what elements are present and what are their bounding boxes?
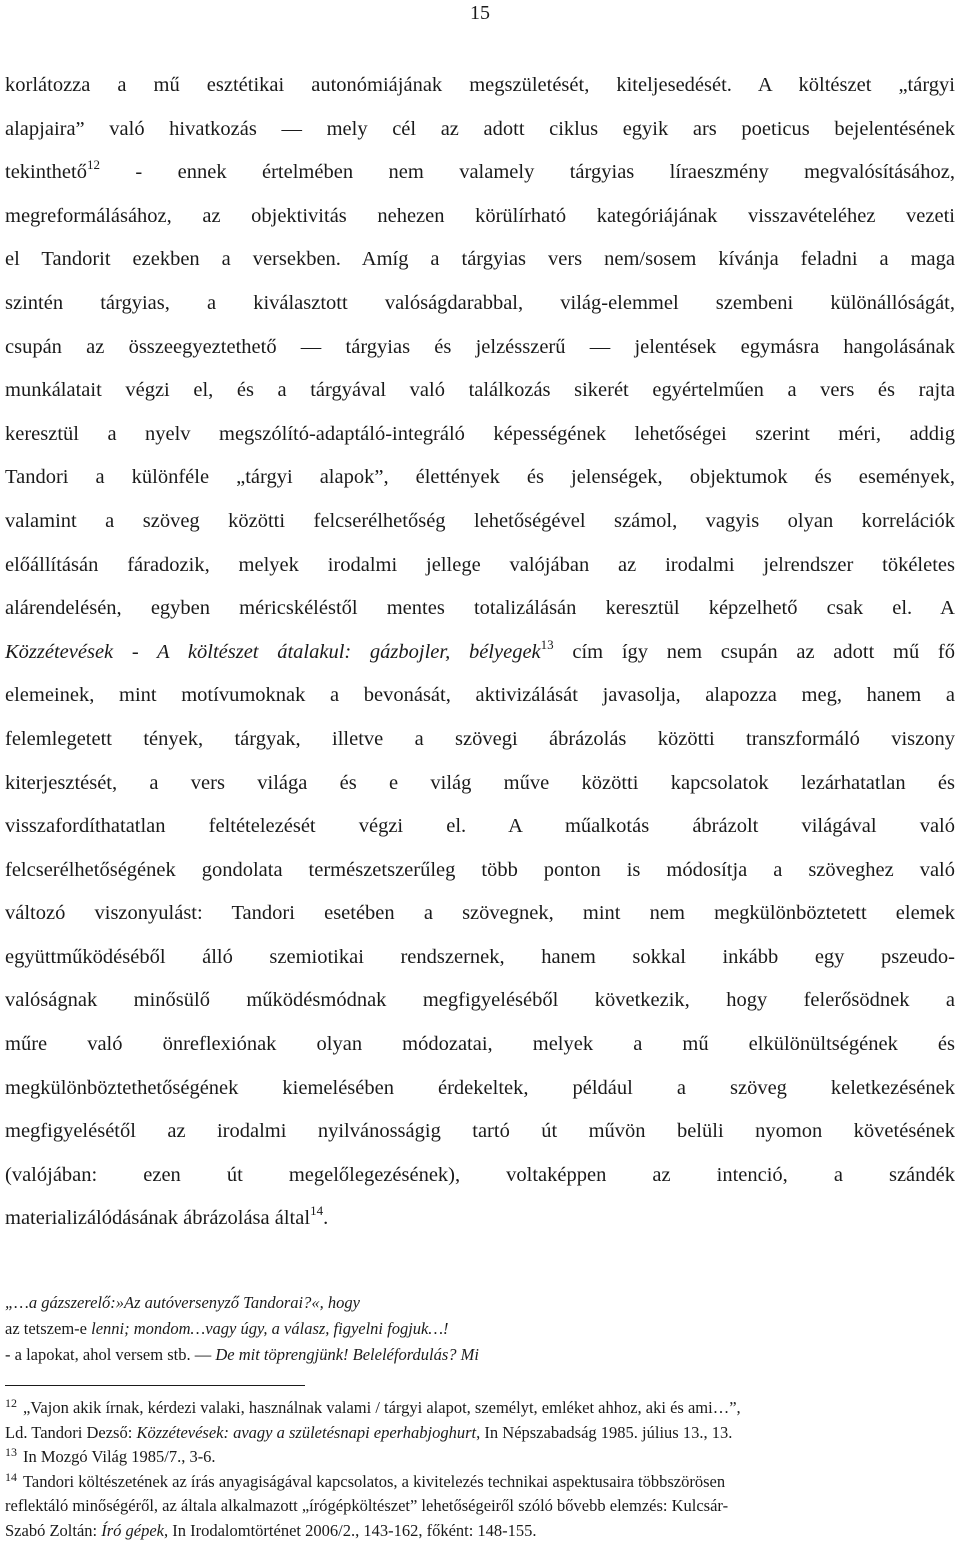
footnote-number: 13 <box>5 1445 17 1459</box>
body-line: együttműködéséből álló szemiotikai rendszernek, hanem sokkal inkább egy pszeudo- <box>5 945 955 968</box>
body-line: tekinthető$^{12}$ - ennek értelmében nem valamely tárgyias líraeszmény megvalósításához, <box>5 157 955 184</box>
footnote-line: Ld. Tandori Dezső: Közzétevések: avagy a születésnapi eperhabjoghurt, In Népszabadság 1985. július 13., 13. <box>5 1422 733 1442</box>
body-line: műre való önreflexiónak olyan módozatai, melyek a mű elkülönültségének és <box>5 1033 955 1056</box>
body-line: megkülönböztethetőségének kiemelésében érdekeltek, például a szöveg keletkezésének <box>5 1076 955 1099</box>
footnotes <box>5 1396 955 1543</box>
page-number: 15 <box>470 2 490 24</box>
body-line: alárendelésén, egyben méricskéléstől mentes totalizálásán keresztül képzelhető csak el. A <box>5 597 955 620</box>
body-line: kiterjesztését, a vers világa és e világ műve közötti kapcsolatok lezárhatatlan és <box>5 771 955 794</box>
body-line: felemlegetett tények, tárgyak, illetve a szövegi ábrázolás közötti transzformáló viszony <box>5 727 955 750</box>
body-line: alapjaira” való hivatkozás ― mely cél az adott ciklus egyik ars poeticus bejelentésének <box>5 117 955 140</box>
block-quote <box>5 1290 955 1368</box>
body-line: előállításán fáradozik, melyek irodalmi jellege valójában az irodalmi jelrendszer tökéletes <box>5 553 955 576</box>
footnote-reference: 13 <box>540 636 554 652</box>
body-line: materializálódásának ábrázolása által$^{14}$. <box>5 1203 329 1230</box>
footnote-line: Szabó Zoltán: Író gépek, In Irodalomtörténet 2006/2., 143-162, főként: 148-155. <box>5 1520 537 1540</box>
body-paragraph <box>5 64 955 1241</box>
body-line: valóságnak minősülő működésmódnak megfigyeléséből következik, hogy felerősödnek a <box>5 989 955 1012</box>
body-line: csupán az összeegyeztethető ― tárgyias és jelzésszerű ― jelentések egymásra hangolásának <box>5 335 955 358</box>
quote-line-2: az tetszem-e lenni; mondom…vagy úgy, a válasz, figyelni fogjuk…! <box>5 1319 449 1338</box>
footnote-reference: 12 <box>86 157 100 173</box>
body-line: szintén tárgyias, a kiválasztott valóságdarabbal, világ-elemmel szembeni különállóságát, <box>5 291 955 314</box>
footnote-line: $^{14}$ Tandori költészetének az írás anyagiságával kapcsolatos, a kivitelezés technikai aspektusaira többszörösen <box>5 1469 726 1491</box>
body-line: Tandori a különféle „tárgyi alapok”, élettények és jelenségek, objektumok és események, <box>5 466 955 489</box>
quote-line-3: - a lapokat, ahol versem stb. ― De mit töprengjünk! Beleléfordulás? Mi <box>5 1345 479 1364</box>
body-line: el Tandorit ezekben a versekben. Amíg a tárgyias vers nem/sosem kívánja feladni a maga <box>5 248 955 271</box>
body-line: (valójában: ezen út megelőlegezésének), voltaképpen az intenció, a szándék <box>5 1163 955 1186</box>
body-line: elemeinek, mint motívumoknak a bevonását, aktivizálását javasolja, alapozza meg, hanem a <box>5 684 955 707</box>
footnote-line: $^{12}$ „Vajon akik írnak, kérdezi valaki, használnak valami / tárgyi alapot, személyt, emléket ahhoz, aki és ami…”, <box>5 1396 741 1417</box>
body-line: valamint a szöveg közötti felcserélhetőség lehetőségével számol, vagyis olyan korrelációk <box>5 509 955 532</box>
footnote-number: 14 <box>5 1469 17 1484</box>
footnote-separator <box>5 1385 305 1386</box>
body-line: felcserélhetőségének gondolata természetszerűleg több ponton is módosítja a szöveghez való <box>5 858 955 881</box>
body-line: korlátozza a mű esztétikai autonómiájának megszületését, kiteljesedését. A költészet „tárgyi <box>5 74 955 96</box>
body-line: munkálatait végzi el, és a tárgyával való találkozás sikerét egyértelműen a vers és rajta <box>5 379 955 402</box>
body-line: visszafordíthatatlan feltételezését végzi el. A műalkotás ábrázolt világával való <box>5 815 955 838</box>
footnote-line: reflektáló minőségéről, az általa alkalmazott „írógépköltészet” lehetőségeiről szóló bővebb elemzés: Kulcsár- <box>5 1496 729 1515</box>
body-line: Közzétevések - A költészet átalakul: gázbojler, bélyegek$^{13}$ cím így nem csupán az adott mű fő <box>5 636 956 663</box>
quote-line-1: „…a gázszerelő:»Az autóversenyző Tandorai?«, hogy <box>5 1293 360 1312</box>
footnote-number: 12 <box>5 1396 17 1410</box>
footnote-reference: 14 <box>310 1203 324 1219</box>
body-line: megreformálásához, az objektivitás nehezen körülírható kategóriájának visszavételéhez vezeti <box>5 204 955 227</box>
body-line: megfigyelésétől az irodalmi nyilvánosságig tartó út művön belüli nyomon követésének <box>5 1120 955 1143</box>
body-line: változó viszonyulást: Tandori esetében a szövegnek, mint nem megkülönböztetett elemek <box>5 902 955 925</box>
footnote-line: $^{13}$ In Mozgó Világ 1985/7., 3-6. <box>5 1445 216 1466</box>
body-line: keresztül a nyelv megszólító-adaptáló-integráló képességének lehetőségei szerint méri, addig <box>5 422 955 445</box>
